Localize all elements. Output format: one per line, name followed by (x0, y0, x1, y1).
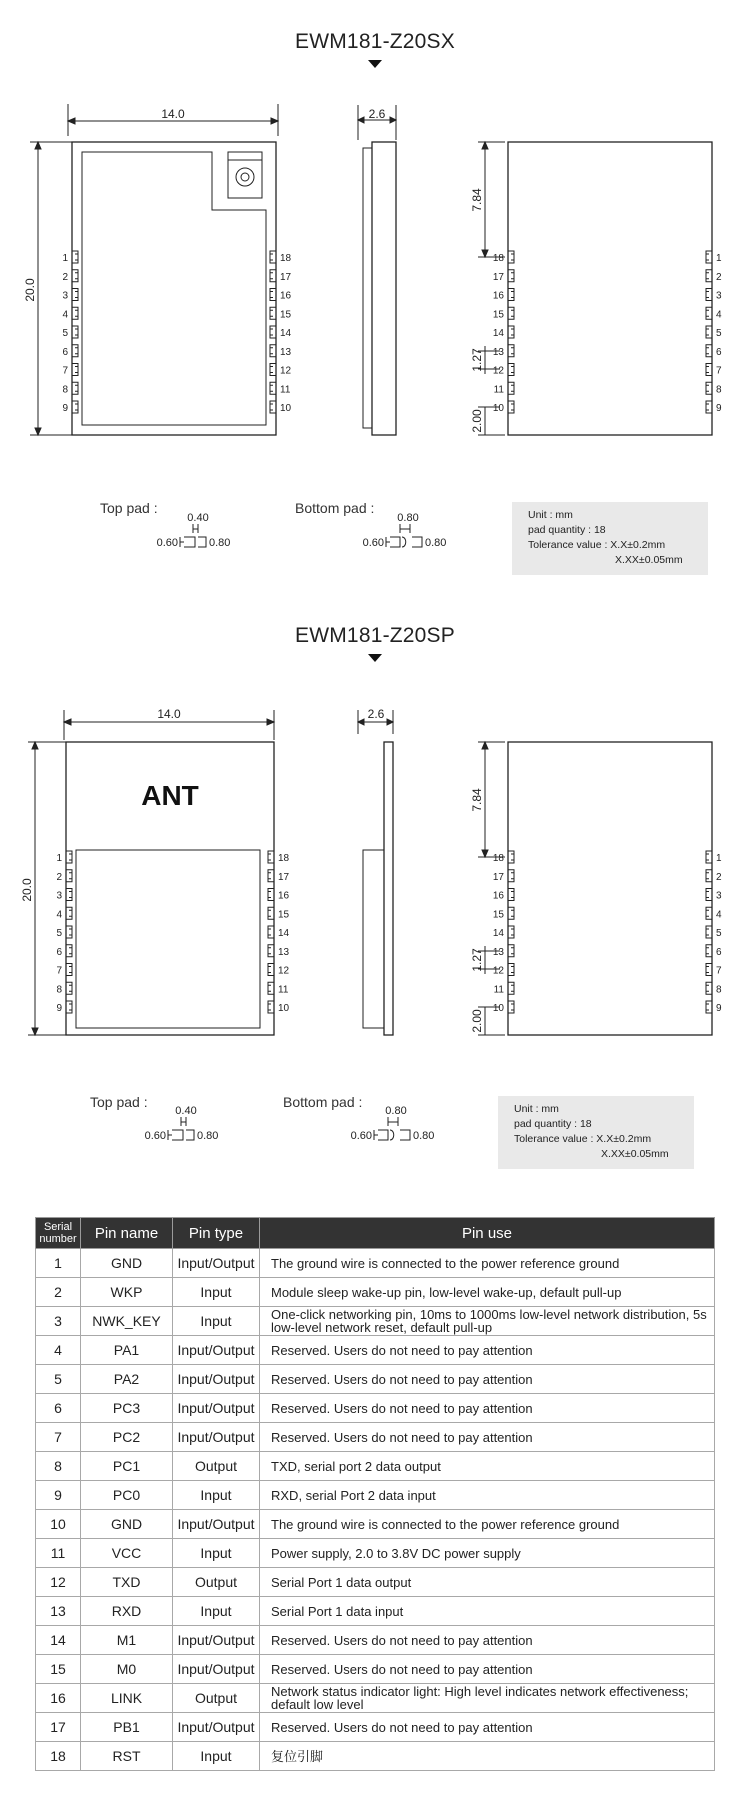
pin-table (35, 1217, 715, 1771)
pin-pad (268, 982, 274, 994)
pin-number: 18 (492, 253, 504, 264)
table-row (36, 1597, 715, 1626)
pin-number: 3 (62, 290, 68, 302)
cell-pin-use: Reserved. Users do not need to pay attention (260, 1365, 715, 1394)
cell-pin-name: TXD (81, 1568, 173, 1597)
header-serial: Serial number (36, 1218, 81, 1249)
pin-number: 6 (62, 346, 68, 358)
cell-pin-name: PC0 (81, 1481, 173, 1510)
pin-pad (72, 345, 78, 357)
cell-pin-use: Reserved. Users do not need to pay attention (260, 1336, 715, 1365)
cell-pin-type: Input/Output (173, 1249, 260, 1278)
pin-pad (72, 364, 78, 376)
cell-pin-name: WKP (81, 1278, 173, 1307)
pin-number: 13 (492, 946, 504, 958)
cell-serial: 4 (36, 1336, 81, 1365)
cell-pin-name: VCC (81, 1539, 173, 1568)
bottom-pad-label: Bottom pad : (283, 1094, 363, 1110)
pin-number: 5 (716, 928, 722, 939)
header-pin-use: Pin use (260, 1218, 715, 1249)
pin-number: 18 (492, 853, 504, 864)
pin-number: 3 (716, 290, 722, 302)
pin-pad (508, 307, 514, 319)
pin-pad (508, 251, 514, 263)
tolerance-note-2: X.XX±0.05mm (615, 554, 683, 566)
table-row (36, 1684, 715, 1713)
pin-pad (270, 364, 276, 376)
pin-number: 18 (280, 253, 292, 264)
pin-number: 4 (56, 909, 62, 921)
pin-number: 6 (716, 946, 722, 958)
table-row (36, 1742, 715, 1771)
pin-number: 15 (278, 909, 290, 921)
pin-pad (66, 851, 72, 863)
pin-pad (508, 345, 514, 357)
pad-quantity-note: pad quantity : 18 (514, 1118, 592, 1130)
top-pad-label: Top pad : (100, 500, 158, 516)
pin-pad (72, 270, 78, 282)
pin-pad (706, 270, 712, 282)
pin-number: 16 (278, 890, 290, 902)
cell-serial: 8 (36, 1452, 81, 1481)
pin-number: 14 (492, 928, 504, 939)
tolerance-note: Tolerance value : X.X±0.2mm (528, 539, 666, 551)
cell-pin-use: Serial Port 1 data output (260, 1568, 715, 1597)
pin-pad (706, 307, 712, 319)
pin-pad (508, 326, 514, 338)
svg-text:2.6: 2.6 (367, 707, 385, 721)
pin-pad (706, 345, 712, 357)
cell-pin-type: Output (173, 1684, 260, 1713)
pin-pad (508, 270, 514, 282)
cell-pin-use: Power supply, 2.0 to 3.8V DC power supply (260, 1539, 715, 1568)
pin-number: 2 (56, 871, 62, 883)
cell-pin-type: Input/Output (173, 1655, 260, 1684)
cell-serial: 11 (36, 1539, 81, 1568)
pin-number: 9 (62, 403, 68, 414)
pin-number: 8 (716, 384, 722, 396)
pin-pad (66, 907, 72, 919)
cell-pin-type: Input/Output (173, 1713, 260, 1742)
pin-number: 17 (492, 271, 504, 283)
svg-text:0.40: 0.40 (175, 1105, 197, 1117)
pin-number: 9 (56, 1003, 62, 1014)
pin-number: 13 (492, 346, 504, 358)
pin-number: 14 (492, 328, 504, 339)
pin-pad (270, 345, 276, 357)
pin-pad (72, 382, 78, 394)
pin-number: 11 (278, 984, 289, 996)
cell-serial: 2 (36, 1278, 81, 1307)
svg-text:1.27: 1.27 (470, 948, 484, 972)
pin-pad (270, 289, 276, 301)
cell-pin-name: PA2 (81, 1365, 173, 1394)
cell-pin-name: RXD (81, 1597, 173, 1626)
pin-pad (268, 926, 274, 938)
unit-note: Unit : mm (528, 509, 573, 521)
pin-number: 2 (62, 271, 68, 283)
cell-pin-name: M0 (81, 1655, 173, 1684)
pin-number: 10 (278, 1003, 290, 1014)
pin-pad (66, 982, 72, 994)
pin-number: 8 (62, 384, 68, 396)
pin-pad (706, 1001, 712, 1013)
pin-number: 10 (492, 1003, 504, 1014)
cell-pin-use: The ground wire is connected to the power reference ground (260, 1249, 715, 1278)
pin-number: 4 (716, 909, 722, 921)
pin-number: 10 (492, 403, 504, 414)
pin-number: 13 (278, 946, 290, 958)
svg-text:0.60: 0.60 (350, 1130, 372, 1142)
svg-text:20.0: 20.0 (23, 278, 37, 302)
tolerance-note: Tolerance value : X.X±0.2mm (514, 1133, 652, 1145)
cell-pin-type: Input/Output (173, 1365, 260, 1394)
pin-number: 18 (278, 853, 290, 864)
table-row (36, 1626, 715, 1655)
pin-pad (268, 870, 274, 882)
header-pin-name: Pin name (81, 1218, 173, 1249)
pin-pad (508, 870, 514, 882)
pin-pad (508, 382, 514, 394)
cell-pin-name: GND (81, 1510, 173, 1539)
pin-pad (706, 870, 712, 882)
pin-pad (508, 889, 514, 901)
svg-text:2.00: 2.00 (470, 1009, 484, 1033)
pin-pad (268, 945, 274, 957)
table-row (36, 1249, 715, 1278)
cell-pin-name: NWK_KEY (81, 1307, 173, 1336)
svg-text:14.0: 14.0 (161, 107, 185, 121)
cell-serial: 13 (36, 1597, 81, 1626)
pin-number: 16 (280, 290, 292, 302)
table-row (36, 1307, 715, 1336)
pin-number: 11 (493, 984, 504, 996)
cell-pin-type: Input (173, 1278, 260, 1307)
table-row (36, 1394, 715, 1423)
pad-quantity-note: pad quantity : 18 (528, 524, 606, 536)
pin-number: 13 (280, 346, 292, 358)
pin-pad (706, 364, 712, 376)
pin-number: 17 (278, 871, 290, 883)
table-row (36, 1278, 715, 1307)
pin-number: 5 (716, 328, 722, 339)
pin-number: 9 (716, 403, 722, 414)
pin-pad (508, 401, 514, 413)
cell-pin-type: Input (173, 1597, 260, 1626)
pin-number: 17 (492, 871, 504, 883)
pin-pad (66, 889, 72, 901)
pin-number: 4 (716, 309, 722, 321)
cell-pin-type: Input/Output (173, 1423, 260, 1452)
cell-pin-type: Input (173, 1307, 260, 1336)
pin-number: 12 (278, 965, 290, 977)
cell-pin-use: Reserved. Users do not need to pay attention (260, 1394, 715, 1423)
table-row (36, 1336, 715, 1365)
section-title: EWM181-Z20SP (295, 624, 455, 647)
pin-number: 7 (716, 365, 722, 377)
pin-number: 14 (278, 928, 290, 939)
svg-text:7.84: 7.84 (470, 188, 484, 212)
cell-pin-type: Output (173, 1568, 260, 1597)
ant-label: ANT (141, 780, 199, 811)
section-title: EWM181-Z20SX (295, 30, 455, 53)
table-row (36, 1568, 715, 1597)
pin-number: 2 (716, 271, 722, 283)
pin-pad (508, 964, 514, 976)
pin-pad (66, 945, 72, 957)
pin-pad (508, 926, 514, 938)
cell-pin-use: Network status indicator light: High level indicates network effectiveness; default low level (260, 1684, 715, 1713)
cell-serial: 15 (36, 1655, 81, 1684)
pin-number: 1 (56, 853, 62, 864)
svg-text:0.80: 0.80 (197, 1130, 219, 1142)
pin-number: 16 (492, 290, 504, 302)
pin-pad (72, 251, 78, 263)
pin-number: 3 (56, 890, 62, 902)
pin-pad (706, 401, 712, 413)
unit-note: Unit : mm (514, 1103, 559, 1115)
cell-pin-name: GND (81, 1249, 173, 1278)
pin-number: 8 (716, 984, 722, 996)
spec-notes (498, 1096, 694, 1169)
cell-pin-use: Reserved. Users do not need to pay attention (260, 1713, 715, 1742)
pin-pad (508, 364, 514, 376)
pin-number: 6 (716, 346, 722, 358)
cell-pin-name: PC1 (81, 1452, 173, 1481)
svg-text:0.60: 0.60 (156, 537, 178, 549)
pin-number: 14 (280, 328, 292, 339)
pin-pad (508, 1001, 514, 1013)
svg-text:2.6: 2.6 (368, 107, 386, 121)
svg-text:0.80: 0.80 (413, 1130, 435, 1142)
svg-text:0.80: 0.80 (425, 537, 447, 549)
pin-pad (706, 926, 712, 938)
pin-pad (268, 889, 274, 901)
cell-serial: 1 (36, 1249, 81, 1278)
pin-number: 5 (62, 328, 68, 339)
pin-number: 7 (62, 365, 68, 377)
tolerance-note-2: X.XX±0.05mm (601, 1148, 669, 1160)
pin-number: 7 (716, 965, 722, 977)
pin-pad (706, 964, 712, 976)
pin-pad (508, 907, 514, 919)
pin-pad (72, 289, 78, 301)
cell-pin-name: PA1 (81, 1336, 173, 1365)
cell-pin-name: PB1 (81, 1713, 173, 1742)
cell-pin-use: Reserved. Users do not need to pay attention (260, 1655, 715, 1684)
table-row (36, 1365, 715, 1394)
pin-pad (706, 945, 712, 957)
cell-pin-use: The ground wire is connected to the power reference ground (260, 1510, 715, 1539)
svg-text:1.27: 1.27 (470, 348, 484, 372)
svg-text:0.60: 0.60 (362, 537, 384, 549)
cell-serial: 10 (36, 1510, 81, 1539)
pin-pad (72, 401, 78, 413)
cell-pin-name: RST (81, 1742, 173, 1771)
cell-pin-use: 复位引脚 (260, 1742, 715, 1771)
svg-text:0.80: 0.80 (385, 1105, 407, 1117)
pin-pad (270, 326, 276, 338)
pin-number: 5 (56, 928, 62, 939)
svg-text:7.84: 7.84 (470, 788, 484, 812)
pin-pad (706, 326, 712, 338)
pin-number: 17 (280, 271, 292, 283)
top-pad-diagram (140, 505, 260, 555)
cell-serial: 9 (36, 1481, 81, 1510)
pin-number: 9 (716, 1003, 722, 1014)
pin-pad (268, 964, 274, 976)
svg-text:0.60: 0.60 (144, 1130, 166, 1142)
cell-serial: 18 (36, 1742, 81, 1771)
pin-pad (270, 251, 276, 263)
bottom-pad-label: Bottom pad : (295, 500, 375, 516)
cell-pin-type: Input/Output (173, 1394, 260, 1423)
spec-notes (512, 502, 708, 575)
cell-pin-type: Input (173, 1742, 260, 1771)
pin-number: 12 (492, 365, 504, 377)
cell-serial: 16 (36, 1684, 81, 1713)
cell-serial: 5 (36, 1365, 81, 1394)
pin-pad (72, 307, 78, 319)
pin-pad (706, 851, 712, 863)
svg-text:0.80: 0.80 (397, 512, 419, 524)
cell-pin-name: PC3 (81, 1394, 173, 1423)
cell-pin-use: TXD, serial port 2 data output (260, 1452, 715, 1481)
bottom-pad-diagram (350, 505, 470, 555)
pin-number: 11 (280, 384, 291, 396)
pin-pad (706, 982, 712, 994)
cell-pin-use: One-click networking pin, 10ms to 1000ms low-level network distribution, 5s low-level network reset, default pull-up (260, 1307, 715, 1336)
pin-number: 7 (56, 965, 62, 977)
pin-pad (268, 1001, 274, 1013)
cell-serial: 17 (36, 1713, 81, 1742)
pin-pad (270, 382, 276, 394)
pin-number: 12 (280, 365, 292, 377)
svg-text:20.0: 20.0 (20, 878, 34, 902)
pin-number: 3 (716, 890, 722, 902)
header-pin-type: Pin type (173, 1218, 260, 1249)
cell-pin-use: RXD, serial Port 2 data input (260, 1481, 715, 1510)
cell-pin-name: PC2 (81, 1423, 173, 1452)
table-row (36, 1423, 715, 1452)
svg-text:14.0: 14.0 (157, 707, 181, 721)
table-row (36, 1510, 715, 1539)
bottom-pad-diagram (338, 1098, 458, 1148)
cell-serial: 6 (36, 1394, 81, 1423)
cell-serial: 3 (36, 1307, 81, 1336)
pin-number: 1 (716, 853, 722, 864)
table-row (36, 1655, 715, 1684)
pin-number: 11 (493, 384, 504, 396)
pin-pad (508, 851, 514, 863)
table-row (36, 1452, 715, 1481)
pin-pad (72, 326, 78, 338)
pin-pad (268, 907, 274, 919)
pin-pad (508, 945, 514, 957)
pin-pad (706, 289, 712, 301)
pin-pad (270, 401, 276, 413)
cell-pin-type: Output (173, 1452, 260, 1481)
pin-number: 2 (716, 871, 722, 883)
cell-pin-name: LINK (81, 1684, 173, 1713)
pin-number: 15 (492, 309, 504, 321)
svg-text:2.00: 2.00 (470, 409, 484, 433)
cell-pin-use: Reserved. Users do not need to pay attention (260, 1423, 715, 1452)
pin-number: 12 (492, 965, 504, 977)
pin-number: 8 (56, 984, 62, 996)
cell-pin-use: Module sleep wake-up pin, low-level wake-up, default pull-up (260, 1278, 715, 1307)
pin-pad (66, 964, 72, 976)
table-row (36, 1539, 715, 1568)
cell-pin-use: Reserved. Users do not need to pay attention (260, 1626, 715, 1655)
pin-pad (66, 870, 72, 882)
cell-pin-type: Input/Output (173, 1626, 260, 1655)
cell-pin-type: Input/Output (173, 1510, 260, 1539)
cell-pin-type: Input/Output (173, 1336, 260, 1365)
pin-pad (66, 1001, 72, 1013)
pin-pad (706, 251, 712, 263)
pin-pad (270, 270, 276, 282)
top-pad-diagram (128, 1098, 248, 1148)
pin-number: 6 (56, 946, 62, 958)
pin-number: 10 (280, 403, 292, 414)
table-header-row (36, 1218, 715, 1249)
pin-pad (706, 889, 712, 901)
table-row (36, 1713, 715, 1742)
top-pad-label: Top pad : (90, 1094, 148, 1110)
table-row (36, 1481, 715, 1510)
svg-text:0.40: 0.40 (187, 512, 209, 524)
cell-serial: 14 (36, 1626, 81, 1655)
pin-pad (706, 382, 712, 394)
pin-number: 16 (492, 890, 504, 902)
cell-serial: 7 (36, 1423, 81, 1452)
pin-number: 4 (62, 309, 68, 321)
cell-pin-type: Input (173, 1539, 260, 1568)
pin-pad (706, 907, 712, 919)
pin-pad (66, 926, 72, 938)
cell-pin-name: M1 (81, 1626, 173, 1655)
pin-number: 1 (716, 253, 722, 264)
pin-pad (270, 307, 276, 319)
cell-pin-use: Serial Port 1 data input (260, 1597, 715, 1626)
pin-pad (508, 289, 514, 301)
pin-number: 15 (280, 309, 292, 321)
pin-pad (268, 851, 274, 863)
cell-serial: 12 (36, 1568, 81, 1597)
pin-number: 15 (492, 909, 504, 921)
pin-pad (508, 982, 514, 994)
cell-pin-type: Input (173, 1481, 260, 1510)
pin-number: 1 (62, 253, 68, 264)
svg-text:0.80: 0.80 (209, 537, 231, 549)
